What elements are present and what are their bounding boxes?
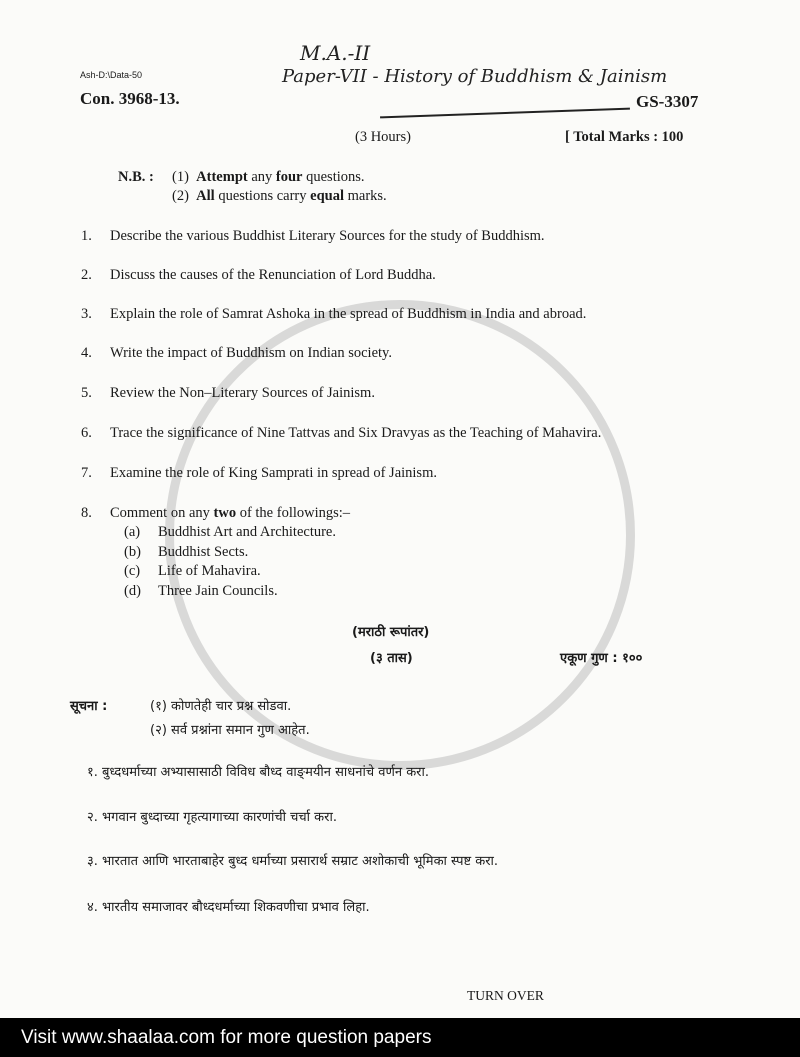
question-number: 2.	[81, 267, 92, 283]
marathi-question: ३. भारतात आणि भारताबाहेर बुध्द धर्माच्या प्रसारार्थ सम्राट अशोकाची भूमिका स्पष्ट करा.	[87, 854, 499, 869]
handwritten-title: Paper-VII - History of Buddhism & Jainism	[282, 66, 668, 87]
sub-item-label: (a)	[124, 524, 141, 540]
sub-item-label: (c)	[124, 563, 141, 579]
question-text: Write the impact of Buddhism on Indian society.	[110, 345, 392, 361]
marathi-heading: (मराठी रूपांतर)	[352, 625, 430, 640]
question-number: 6.	[81, 425, 92, 441]
file-ref: Ash-D:\Data-50	[80, 70, 143, 80]
instruction-2: (2) All questions carry equal marks.	[172, 188, 387, 204]
question-text: Review the Non–Literary Sources of Jainism.	[110, 385, 375, 401]
sub-item-label: (b)	[124, 544, 141, 560]
con-number: Con. 3968-13.	[80, 89, 180, 108]
question-text: Trace the significance of Nine Tattvas and Six Dravyas as the Teaching of Mahavira.	[110, 425, 602, 441]
question-text: Describe the various Buddhist Literary Sources for the study of Buddhism.	[110, 228, 545, 244]
marathi-question: २. भगवान बुध्दाच्या गृहत्यागाच्या कारणांची चर्चा करा.	[87, 810, 337, 825]
question-number: 1.	[81, 228, 92, 244]
question-number: 4.	[81, 345, 92, 361]
sub-item-label: (d)	[124, 583, 141, 599]
question-number: 7.	[81, 465, 92, 481]
marathi-question: ४. भारतीय समाजावर बौध्दधर्माच्या शिकवणीचा प्रभाव लिहा.	[87, 900, 370, 915]
marathi-total-marks: एकूण गुण : १००	[560, 651, 643, 666]
sub-item-text: Buddhist Sects.	[158, 544, 249, 560]
handwritten-course: M.A.-II	[300, 41, 371, 65]
paper-code: GS-3307	[636, 92, 699, 111]
underline	[380, 108, 630, 119]
sub-item-text: Three Jain Councils.	[158, 583, 278, 599]
marathi-note: (१) कोणतेही चार प्रश्न सोडवा.	[150, 699, 292, 714]
question-text: Discuss the causes of the Renunciation of Lord Buddha.	[110, 267, 436, 283]
instruction-1: (1) Attempt any four questions.	[172, 169, 365, 185]
question-number: 8.	[81, 505, 92, 521]
question-text: Comment on any two of the followings:–	[110, 505, 351, 521]
marathi-duration: (३ तास)	[370, 651, 413, 666]
question-text: Examine the role of King Samprati in spread of Jainism.	[110, 465, 437, 481]
marathi-question: १. बुध्दधर्माच्या अभ्यासासाठी विविध बौध्द वाङ्‌मयीन साधनांचे वर्णन करा.	[87, 765, 430, 780]
marathi-note: (२) सर्व प्रश्नांना समान गुण आहेत.	[150, 723, 310, 738]
marathi-note-label: सूचना :	[70, 699, 108, 714]
question-text: Explain the role of Samrat Ashoka in the spread of Buddhism in India and abroad.	[110, 306, 587, 322]
nb-label: N.B. :	[118, 169, 154, 185]
total-marks: [ Total Marks : 100	[565, 129, 684, 145]
duration: (3 Hours)	[355, 129, 411, 145]
sub-item-text: Buddhist Art and Architecture.	[158, 524, 336, 540]
footer-banner[interactable]: Visit www.shaalaa.com for more question papers	[0, 1018, 800, 1057]
question-number: 3.	[81, 306, 92, 322]
turn-over: TURN OVER	[467, 988, 544, 1003]
question-number: 5.	[81, 385, 92, 401]
sub-item-text: Life of Mahavira.	[158, 563, 261, 579]
